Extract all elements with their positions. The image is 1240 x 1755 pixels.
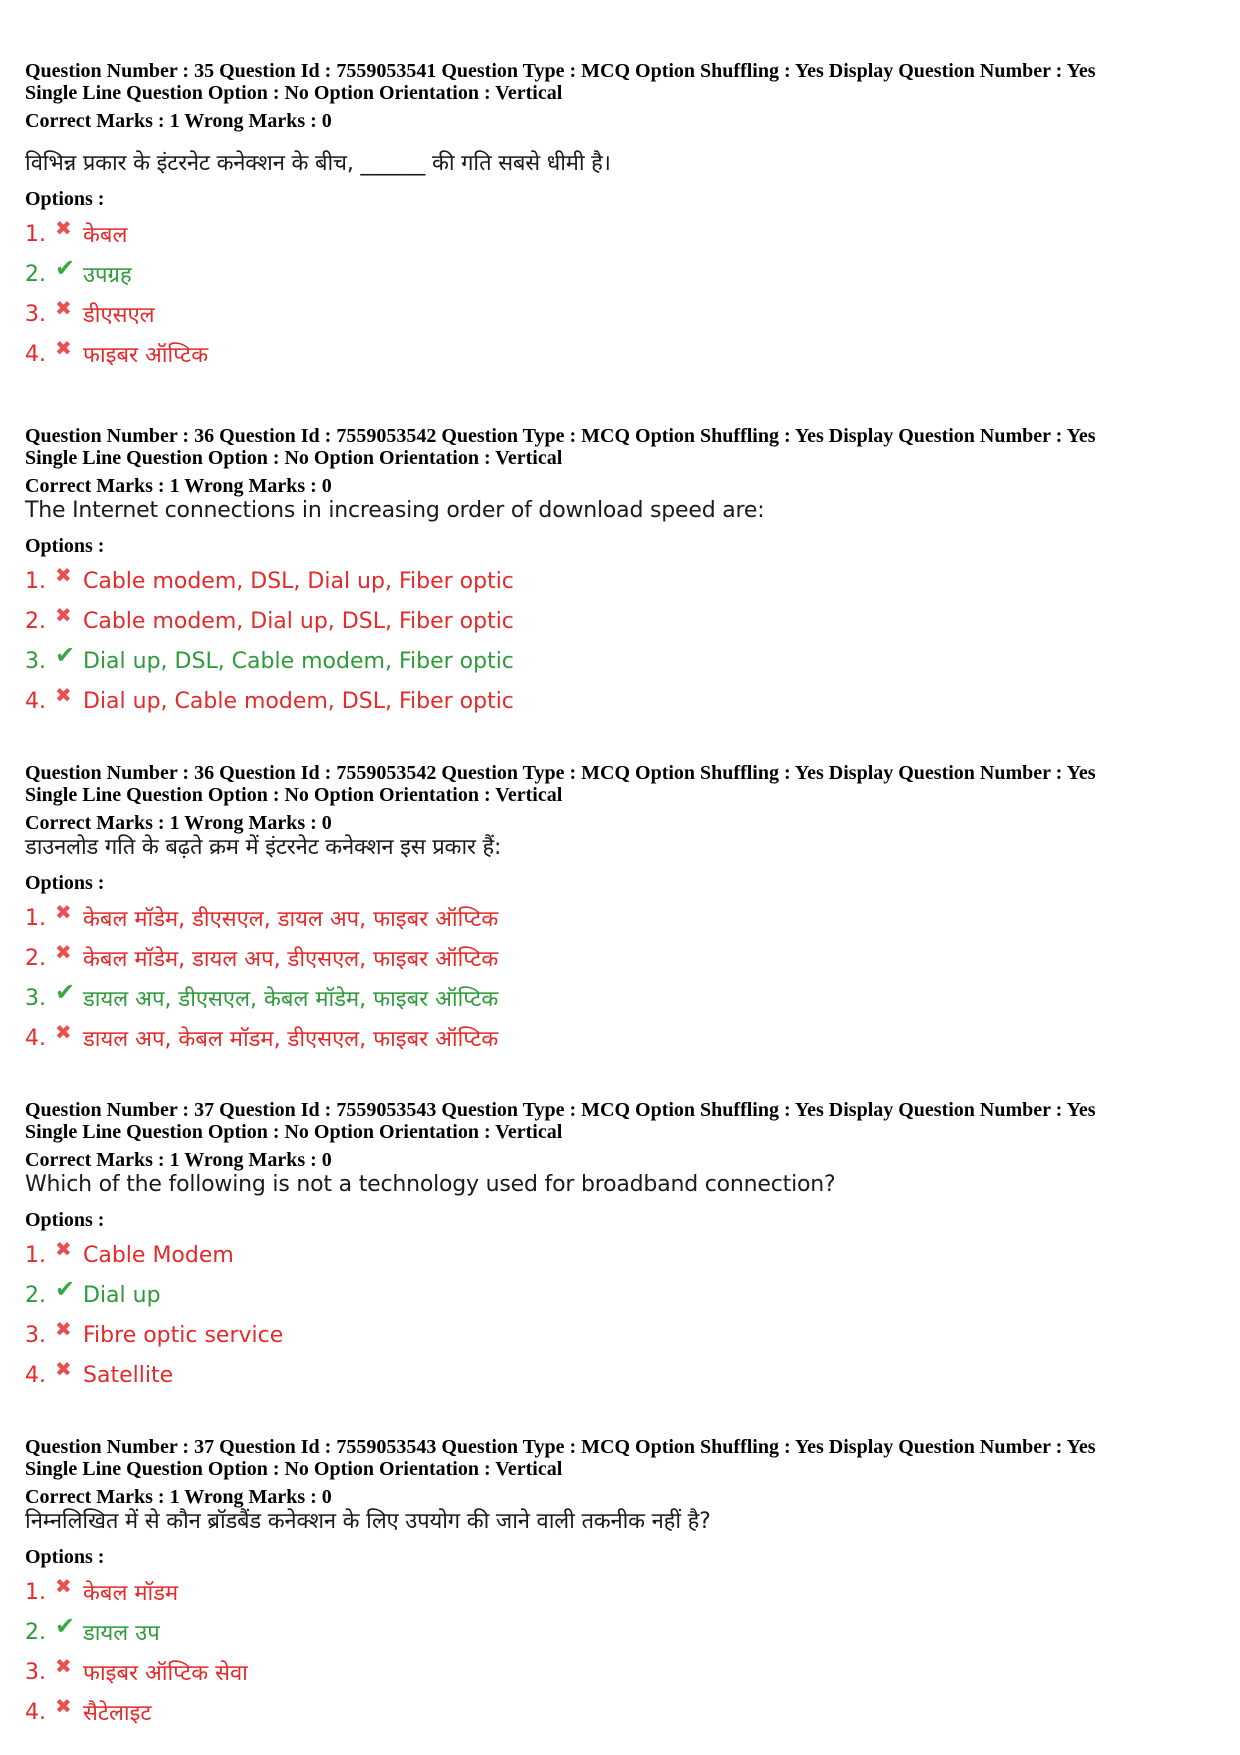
option-number: 4.: [25, 1699, 46, 1725]
option-number: 3.: [25, 1659, 46, 1685]
question-block: [25, 762, 1225, 1058]
option-text: Dial up, DSL, Cable modem, Fiber optic: [83, 648, 514, 674]
cross-icon: ✖: [55, 1574, 72, 1598]
options-label: Options :: [25, 872, 105, 894]
option-text: डीएसएल: [83, 303, 155, 328]
option-number: 1.: [25, 1242, 46, 1268]
options-list: [25, 1235, 1225, 1395]
option-text: डायल अप, केबल मॉडम, डीएसएल, फाइबर ऑप्टिक: [83, 1027, 499, 1052]
option-number: 1.: [25, 905, 46, 931]
question-text: विभिन्न प्रकार के इंटरनेट कनेक्शन के बीच, ______ की गति सबसे धीमी है।: [25, 151, 611, 176]
question-meta: Question Number : 36 Question Id : 7559053542 Question Type : MCQ Option Shuffling : Yes Display Question Number : Yes: [25, 762, 1096, 784]
option-number: 2.: [25, 261, 46, 287]
options-list: [25, 561, 1225, 721]
options-label: Options :: [25, 1546, 105, 1568]
option-number: 4.: [25, 1025, 46, 1051]
option-number: 1.: [25, 568, 46, 594]
cross-icon: ✖: [55, 900, 72, 924]
option-item: [25, 1572, 1225, 1612]
question-meta: Question Number : 37 Question Id : 7559053543 Question Type : MCQ Option Shuffling : Yes Display Question Number : Yes: [25, 1099, 1096, 1121]
question-text: डाउनलोड गति के बढ़ते क्रम में इंटरनेट कनेक्शन इस प्रकार हैं:: [25, 835, 502, 860]
option-text: Fibre optic service: [83, 1322, 284, 1348]
option-number: 1.: [25, 1579, 46, 1605]
option-item: [25, 681, 1225, 721]
option-text: Satellite: [83, 1362, 174, 1388]
question-meta: Question Number : 36 Question Id : 7559053542 Question Type : MCQ Option Shuffling : Yes Display Question Number : Yes: [25, 425, 1096, 447]
options-label: Options :: [25, 188, 105, 210]
question-meta-options: Single Line Question Option : No Option Orientation : Vertical: [25, 82, 563, 104]
cross-icon: ✖: [55, 1654, 72, 1678]
options-label: Options :: [25, 535, 105, 557]
marks-line: Correct Marks : 1 Wrong Marks : 0: [25, 1486, 332, 1508]
check-icon: ✔: [55, 641, 76, 669]
check-icon: ✔: [55, 254, 76, 282]
cross-icon: ✖: [55, 603, 72, 627]
option-item: [25, 938, 1225, 978]
option-item: [25, 1692, 1225, 1732]
option-number: 2.: [25, 1619, 46, 1645]
option-text: फाइबर ऑप्टिक सेवा: [83, 1661, 248, 1686]
cross-icon: ✖: [55, 940, 72, 964]
option-item: [25, 1018, 1225, 1058]
cross-icon: ✖: [55, 563, 72, 587]
option-item: [25, 561, 1225, 601]
question-block: [25, 1436, 1225, 1732]
option-text: केबल: [83, 223, 128, 248]
question-text: Which of the following is not a technology used for broadband connection?: [25, 1172, 836, 1197]
option-number: 4.: [25, 1362, 46, 1388]
option-text: डायल उप: [83, 1621, 160, 1646]
question-meta: Question Number : 37 Question Id : 7559053543 Question Type : MCQ Option Shuffling : Yes Display Question Number : Yes: [25, 1436, 1096, 1458]
check-icon: ✔: [55, 1612, 76, 1640]
option-item: [25, 1652, 1225, 1692]
question-block: [25, 425, 1225, 721]
question-meta-options: Single Line Question Option : No Option Orientation : Vertical: [25, 1458, 563, 1480]
option-item: [25, 334, 1225, 374]
question-meta: Question Number : 35 Question Id : 7559053541 Question Type : MCQ Option Shuffling : Yes Display Question Number : Yes: [25, 60, 1096, 82]
option-number: 3.: [25, 301, 46, 327]
option-text: फाइबर ऑप्टिक: [83, 343, 209, 368]
option-item: [25, 1355, 1225, 1395]
option-number: 2.: [25, 945, 46, 971]
question-text: The Internet connections in increasing order of download speed are:: [25, 498, 765, 523]
cross-icon: ✖: [55, 216, 72, 240]
option-text: सैटेलाइट: [83, 1701, 152, 1726]
option-number: 4.: [25, 688, 46, 714]
option-item: [25, 1235, 1225, 1275]
cross-icon: ✖: [55, 1694, 72, 1718]
options-list: [25, 898, 1225, 1058]
option-item: [25, 1612, 1225, 1652]
option-item: [25, 214, 1225, 254]
option-number: 2.: [25, 1282, 46, 1308]
option-item: [25, 978, 1225, 1018]
marks-line: Correct Marks : 1 Wrong Marks : 0: [25, 475, 332, 497]
options-list: [25, 214, 1225, 374]
option-text: Cable modem, Dial up, DSL, Fiber optic: [83, 608, 514, 634]
question-block: [25, 60, 1225, 374]
question-block: [25, 1099, 1225, 1395]
option-text: Cable Modem: [83, 1242, 234, 1268]
cross-icon: ✖: [55, 1317, 72, 1341]
option-number: 1.: [25, 221, 46, 247]
check-icon: ✔: [55, 1275, 76, 1303]
cross-icon: ✖: [55, 296, 72, 320]
option-text: केबल मॉडम: [83, 1581, 179, 1606]
option-number: 3.: [25, 648, 46, 674]
option-number: 2.: [25, 608, 46, 634]
options-list: [25, 1572, 1225, 1732]
cross-icon: ✖: [55, 336, 72, 360]
option-item: [25, 254, 1225, 294]
cross-icon: ✖: [55, 1020, 72, 1044]
option-item: [25, 601, 1225, 641]
option-text: उपग्रह: [83, 263, 132, 288]
option-text: Cable modem, DSL, Dial up, Fiber optic: [83, 568, 514, 594]
option-item: [25, 294, 1225, 334]
question-meta-options: Single Line Question Option : No Option Orientation : Vertical: [25, 447, 563, 469]
option-item: [25, 1315, 1225, 1355]
cross-icon: ✖: [55, 683, 72, 707]
cross-icon: ✖: [55, 1357, 72, 1381]
cross-icon: ✖: [55, 1237, 72, 1261]
option-number: 4.: [25, 341, 46, 367]
option-text: Dial up, Cable modem, DSL, Fiber optic: [83, 688, 514, 714]
question-meta-options: Single Line Question Option : No Option Orientation : Vertical: [25, 1121, 563, 1143]
option-text: डायल अप, डीएसएल, केबल मॉडेम, फाइबर ऑप्टिक: [83, 987, 499, 1012]
option-number: 3.: [25, 1322, 46, 1348]
option-text: केबल मॉडेम, डीएसएल, डायल अप, फाइबर ऑप्टिक: [83, 907, 499, 932]
option-item: [25, 898, 1225, 938]
option-text: केबल मॉडेम, डायल अप, डीएसएल, फाइबर ऑप्टिक: [83, 947, 499, 972]
option-text: Dial up: [83, 1282, 161, 1308]
marks-line: Correct Marks : 1 Wrong Marks : 0: [25, 110, 332, 132]
marks-line: Correct Marks : 1 Wrong Marks : 0: [25, 1149, 332, 1171]
option-number: 3.: [25, 985, 46, 1011]
question-meta-options: Single Line Question Option : No Option Orientation : Vertical: [25, 784, 563, 806]
marks-line: Correct Marks : 1 Wrong Marks : 0: [25, 812, 332, 834]
options-label: Options :: [25, 1209, 105, 1231]
check-icon: ✔: [55, 978, 76, 1006]
option-item: [25, 1275, 1225, 1315]
option-item: [25, 641, 1225, 681]
question-text: निम्नलिखित में से कौन ब्रॉडबैंड कनेक्शन के लिए उपयोग की जाने वाली तकनीक नहीं है?: [25, 1509, 711, 1534]
